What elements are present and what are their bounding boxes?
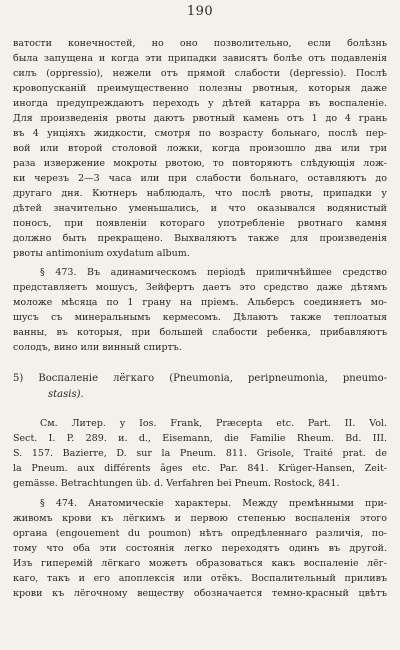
text-line: представляетъ мошусъ, Зейфертъ даетъ это средство даже дѣтямъ xyxy=(13,282,387,293)
text-line: тому что оба эти состоянія легко переходятъ одинъ въ другой. xyxy=(13,543,387,554)
text-line: шусъ съ минеральнымъ кермесомъ. Дѣлаютъ также теплоатыя xyxy=(13,312,387,323)
text-line: ванны, въ которыя, при большей слабости ребенка, прибавляютъ xyxy=(13,327,387,338)
text-line: моложе мѣсяца по 1 грану на пріемъ. Альберсъ соединяетъ мо- xyxy=(13,297,387,308)
text-line: Изъ гиперемій лёгкаго можетъ образоваться какъ воспаленіе лёг- xyxy=(13,558,387,569)
text-line: Для произведенія рвоты даютъ рвотный камень отъ 1 до 4 грань xyxy=(13,113,387,124)
text-line: раза извержение мокроты рвотою, то повторяютъ слѣдующія лож- xyxy=(13,158,387,169)
paragraph-474-first-line: § 474. Анатомическіе характеры. Между премѣнными при- xyxy=(40,498,387,509)
text-line: должно быть прекращено. Выхваляютъ также для произведенія xyxy=(13,233,387,244)
text-line: каго, такъ и его апоплексія или отёкъ. Воспалительный приливъ xyxy=(13,573,387,584)
text-line: ки черезъ 2—3 часа или при слабости больнаго, оставляютъ до xyxy=(13,173,387,184)
section-heading: 5) Воспаленіе лёгкаго (Pneumonia, peripneumonia, pneumo- xyxy=(13,373,387,384)
section-heading-continuation: stasis). xyxy=(48,389,84,400)
text-line: иногда предупреждаютъ переходъ у дѣтей катарра въ воспаленіе. xyxy=(13,98,387,109)
text-line: силъ (oppressio), нежели отъ прямой слабости (depressio). Послѣ xyxy=(13,68,387,79)
reference-line: la Pneum. aux différents âges etc. Par. 841. Krüger-Hansen, Zeit- xyxy=(13,463,387,474)
text-line: живомъ крови къ лёгкимъ и первою степенью воспаленія этого xyxy=(13,513,387,524)
reference-line: См. Литер. у Ios. Frank, Præcepta etc. Part. II. Vol. xyxy=(40,418,387,429)
text-line: поносъ, при появленіи котораго употребленіе рвотнаго камня xyxy=(13,218,387,229)
text-line: другаго дня. Кютнеръ наблюдалъ, что послѣ рвоты, припадки у xyxy=(13,188,387,199)
text-line: органа (engouement du poumon) нѣтъ опредѣленнаго различія, по- xyxy=(13,528,387,539)
text-line: дѣтей значительно уменьшались, и что оказывался водянистый xyxy=(13,203,387,214)
text-line: кровопусканій преимущественно полезны рвотныя, которыя даже xyxy=(13,83,387,94)
paragraph-473-first-line: § 473. Въ адинамическомъ періодѣ приличнѣйшее средство xyxy=(40,267,387,278)
text-line: ватости конечностей, но оно позволительно, если болѣзнь xyxy=(13,38,387,49)
reference-line: Sect. I. P. 289. и. d., Eisemann, die Familie Rheum. Bd. III. xyxy=(13,433,387,444)
text-line: была запущена и когда эти припадки зависятъ болѣе отъ подавленія xyxy=(13,53,387,64)
text-line: въ 4 унціяхъ жидкости, смотря по возрасту больнаго, послѣ пер- xyxy=(13,128,387,139)
text-line: вой или второй столовой ложки, когда произошло два или три xyxy=(13,143,387,154)
reference-line: S. 157. Bazierre, D. sur la Pneum. 811. Grisole, Traité prat. de xyxy=(13,448,387,459)
reference-line: gemässe. Betrachtungen üb. d. Verfahren bei Pneum. Rostock, 841. xyxy=(13,478,340,489)
text-line: рвоты antimonium oxydatum album. xyxy=(13,248,190,259)
text-line: солодъ, вино или винный спиртъ. xyxy=(13,342,182,353)
text-line: крови къ лёгочному веществу обозначается темно-красный цвѣтъ xyxy=(13,588,387,599)
page-number: 190 xyxy=(186,4,214,19)
